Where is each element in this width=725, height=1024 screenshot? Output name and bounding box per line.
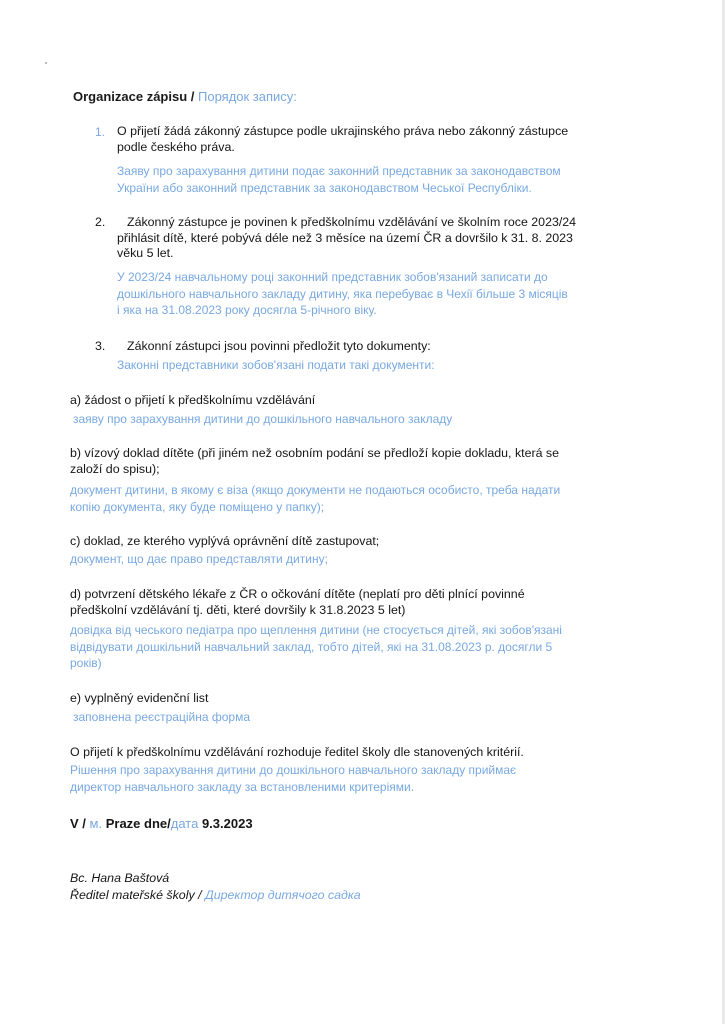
doc-c-ua: документ, що дає право представляти дитину; xyxy=(70,552,328,566)
doc-e-ua: заповнена реєстраційна форма xyxy=(73,710,250,724)
doc-d-ua: довідка від чеського педіатра про щеплення дитини (не стосується дітей, які зобов'язані відвідувати дошкільний навчальний заклад, тобто дітей, які на 31.08.2023 р. досягли 5 років) xyxy=(70,623,562,670)
doc-b-cz: b) vízový doklad dítěte (při jiném než osobním podání se předloží kopie dokladu, která se založí do spisu); xyxy=(70,446,560,476)
date-line: V / м. Praze dne/дата 9.3.2023 xyxy=(70,816,253,831)
item-3-number: 3. xyxy=(95,339,106,353)
doc-b-ua: документ дитини, в якому є віза (якщо документи не подаються особисто, треба надати копію документа, яку буде поміщено у папку); xyxy=(70,483,561,514)
scan-speck xyxy=(45,62,47,64)
signature-role: Ředitel mateřské školy / Директор дитячого садка xyxy=(70,888,361,902)
item-1-number: 1. xyxy=(95,125,106,139)
doc-e-cz: e) vyplněný evidenční list xyxy=(70,691,209,705)
title-ua: Порядок запису: xyxy=(198,89,297,104)
decision-cz: O přijetí k předškolnímu vzdělávání rozhoduje ředitel školy dle stanovených kritérií. xyxy=(70,745,524,759)
item-2-ua: У 2023/24 навчальному році законний представник зобов'язаний записати до дошкільного навчального закладу дитину, яка перебуває в Чехії більше 3 місяців і яка на 31.08.2023 року досягла 5-річного віку. xyxy=(117,270,568,317)
item-2-number: 2. xyxy=(95,215,106,229)
decision-ua: Рішення про зарахування дитини до дошкільного навчального закладу приймає директор навчального закладу за встановленими критеріями. xyxy=(70,763,517,794)
signature-name: Bc. Hana Baštová xyxy=(70,871,170,885)
doc-d-cz: d) potvrzení dětského lékaře z ČR o očkování dítěte (neplatí pro děti plnící povinné předškolní vzdělávání tj. děti, které dovršily k 31.8.2023 5 let) xyxy=(70,587,525,617)
item-3-cz: Zákonní zástupci jsou povinni předložit tyto dokumenty: xyxy=(127,339,431,353)
item-1-ua: Заяву про зарахування дитини подає законний представник за законодавством України або законний представник за законодавством Чеської Республіки. xyxy=(117,164,561,195)
item-1-cz: O přijetí žádá zákonný zástupce podle ukrajinského práva nebo zákonný zástupce podle českého práva. xyxy=(117,124,569,154)
section-title xyxy=(73,89,297,105)
doc-a-ua: заяву про зарахування дитини до дошкільного навчального закладу xyxy=(73,412,453,426)
item-3-ua: Законні представники зобов'язані подати такі документи: xyxy=(117,358,435,372)
item-2-cz-first: Zákonný zástupce je povinen k předškolnímu vzdělávání ve školním roce 2023/24 přihlásit dítě, které pobývá déle než 3 měsíce na území ČR a dovršilo k 31. 8. 2023 věku 5 let. xyxy=(117,215,577,260)
doc-a-cz: a) žádost o přijetí k předškolnímu vzdělávání xyxy=(70,393,316,407)
doc-c-cz: c) doklad, ze kterého vyplývá oprávnění dítě zastupovat; xyxy=(70,534,380,548)
title-cz: Organizace zápisu / xyxy=(73,89,195,104)
